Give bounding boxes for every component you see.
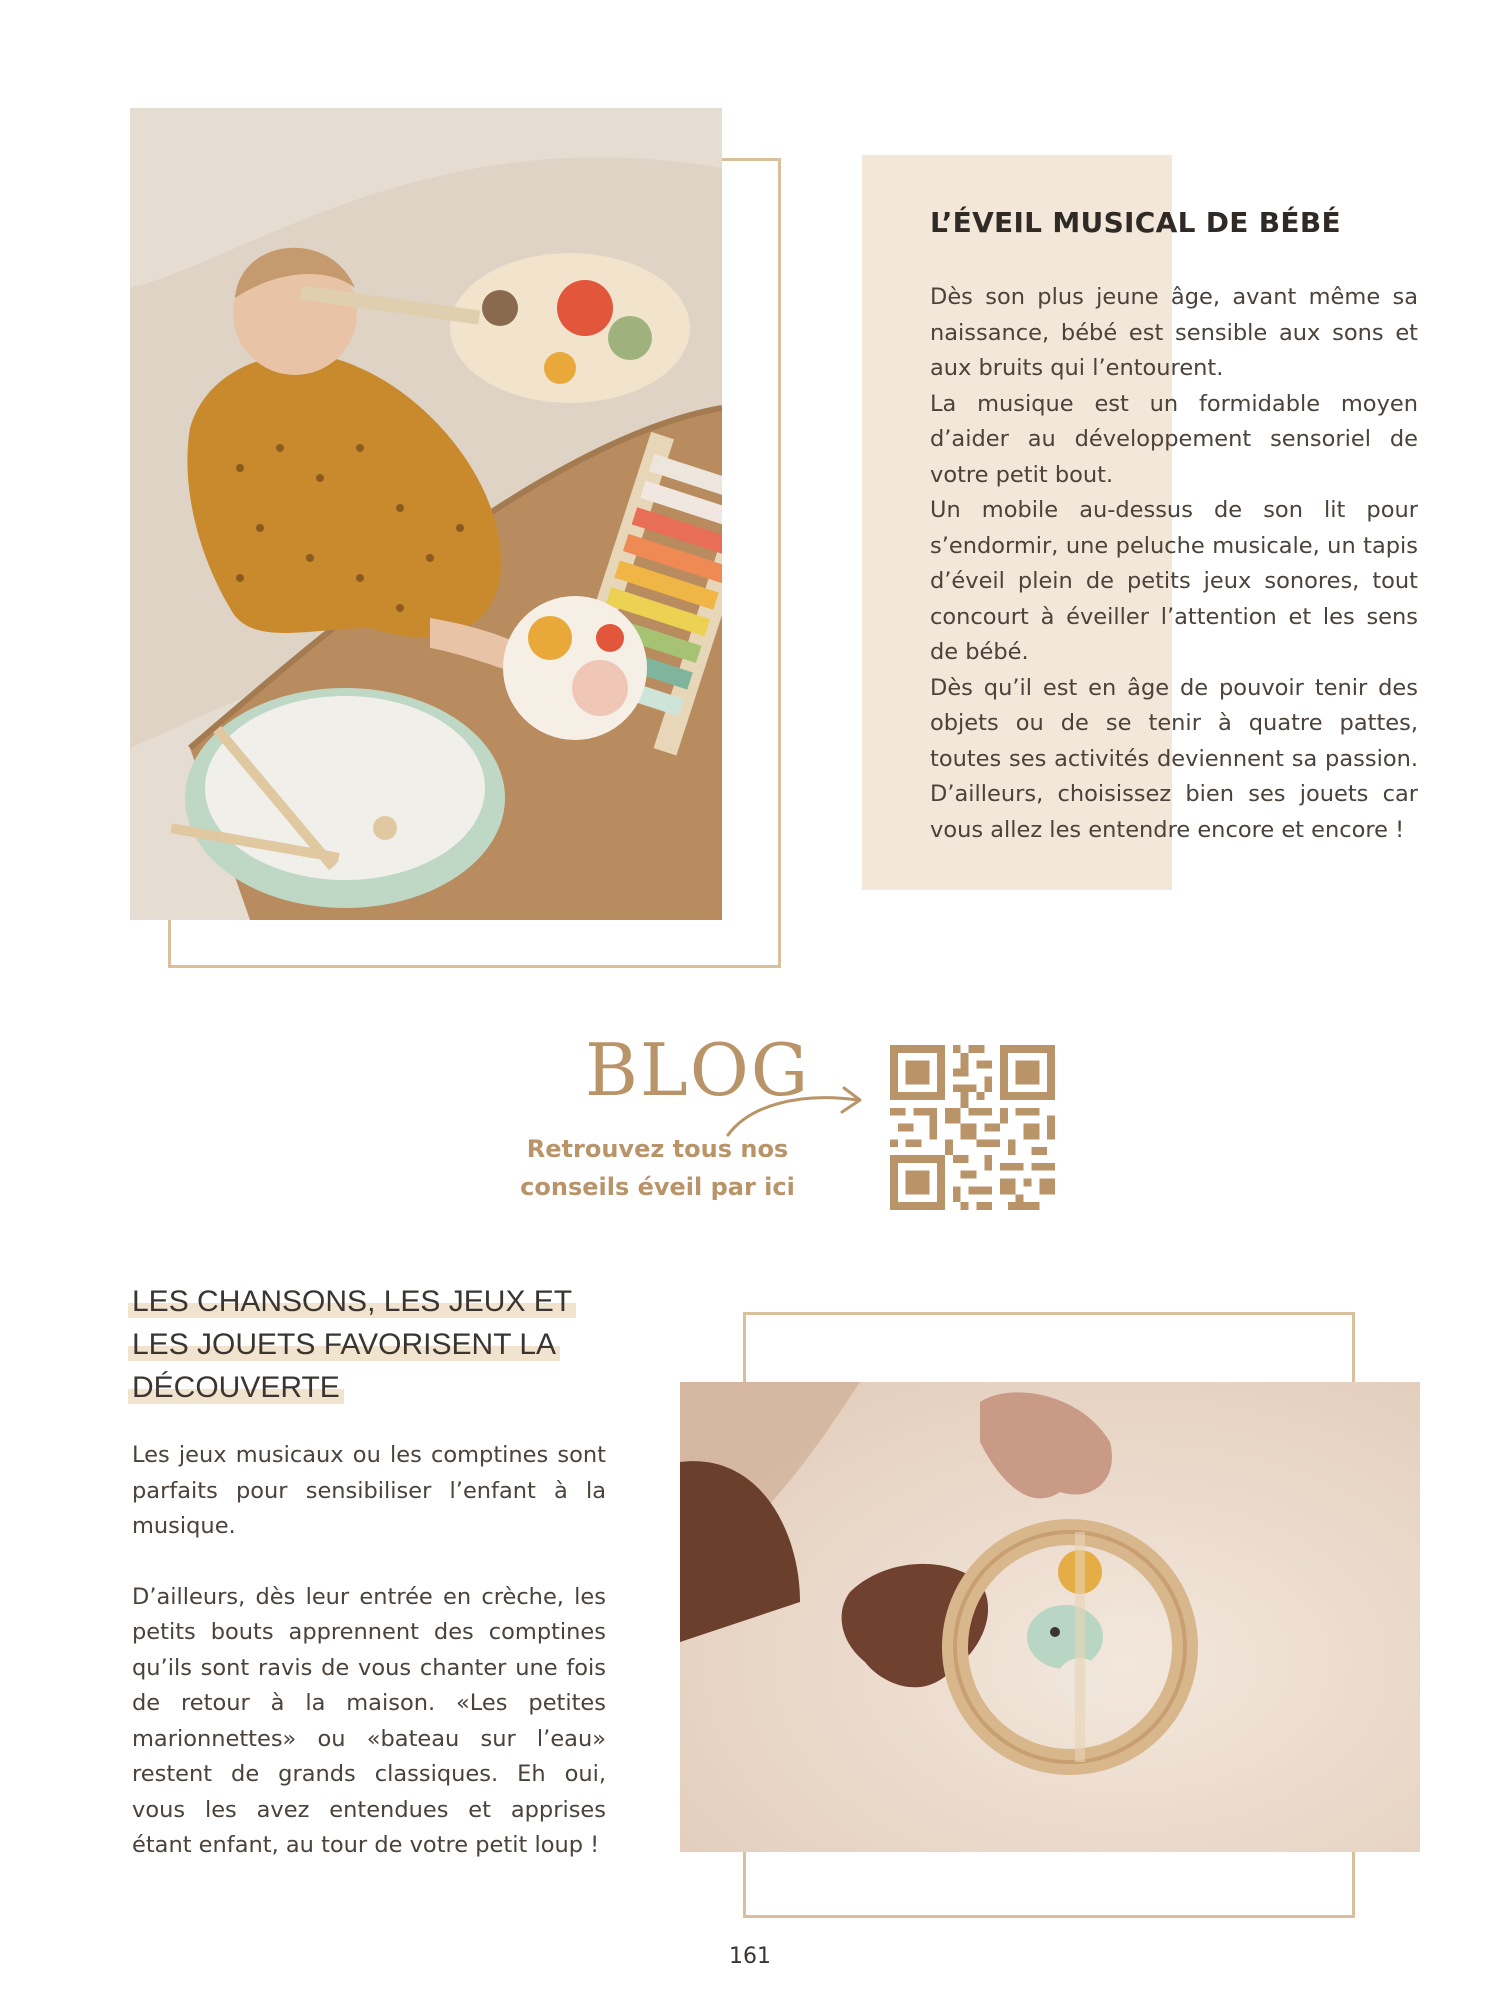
title-line: DÉCOUVERTE <box>128 1371 344 1404</box>
paragraph: La musique est un formidable moyen d’aider au développement sensoriel de votre petit bout. <box>930 390 1418 488</box>
blog-subtitle-line: conseils éveil par ici <box>520 1173 795 1201</box>
blog-subtitle-line: Retrouvez tous nos <box>526 1135 789 1163</box>
paragraph: Un mobile au-dessus de son lit pour s’endormir, une peluche musicale, un tapis d’éveil plein de petits jeux sonores, tout concourt à éveiller l’attention et les sens de bébé. <box>930 497 1418 665</box>
section-body-eveil-musical <box>930 280 1418 848</box>
section-title-eveil-musical: L’ÉVEIL MUSICAL DE BÉBÉ <box>930 206 1341 239</box>
section-body-chansons-jeux <box>132 1438 606 1864</box>
baby-rattle-photo <box>680 1382 1420 1852</box>
title-line: LES CHANSONS, LES JEUX ET <box>128 1285 576 1318</box>
blog-subtitle <box>515 1130 800 1206</box>
paragraph: Dès qu’il est en âge de pouvoir tenir des objets ou de se tenir à quatre pattes, toutes ses activités deviennent sa passion. D’ailleurs, choisissez bien ses jouets car vous allez les entendre encore et encore ! <box>930 674 1418 843</box>
paragraph: Les jeux musicaux ou les comptines sont parfaits pour sensibiliser l’enfant à la musique. <box>132 1442 606 1539</box>
section-title-chansons-jeux <box>128 1280 576 1409</box>
baby-music-toys-photo <box>130 108 722 920</box>
page-number: 161 <box>729 1944 771 1969</box>
paragraph: Dès son plus jeune âge, avant même sa naissance, bébé est sensible aux sons et aux bruits qui l’entourent. <box>930 284 1418 381</box>
paragraph: D’ailleurs, dès leur entrée en crèche, les petits bouts apprennent des comptines qu’ils sont ravis de vous chanter une fois de retour à la maison. «Les petites marionnettes» ou «bateau sur l’eau» restent de grands classiques. Eh oui, vous les avez entendues et apprises étant enfant, au tour de votre petit loup ! <box>132 1583 606 1858</box>
qr-code-icon[interactable] <box>890 1045 1055 1210</box>
blog-heading: BLOG <box>585 1028 811 1112</box>
title-line: LES JOUETS FAVORISENT LA <box>128 1328 560 1361</box>
